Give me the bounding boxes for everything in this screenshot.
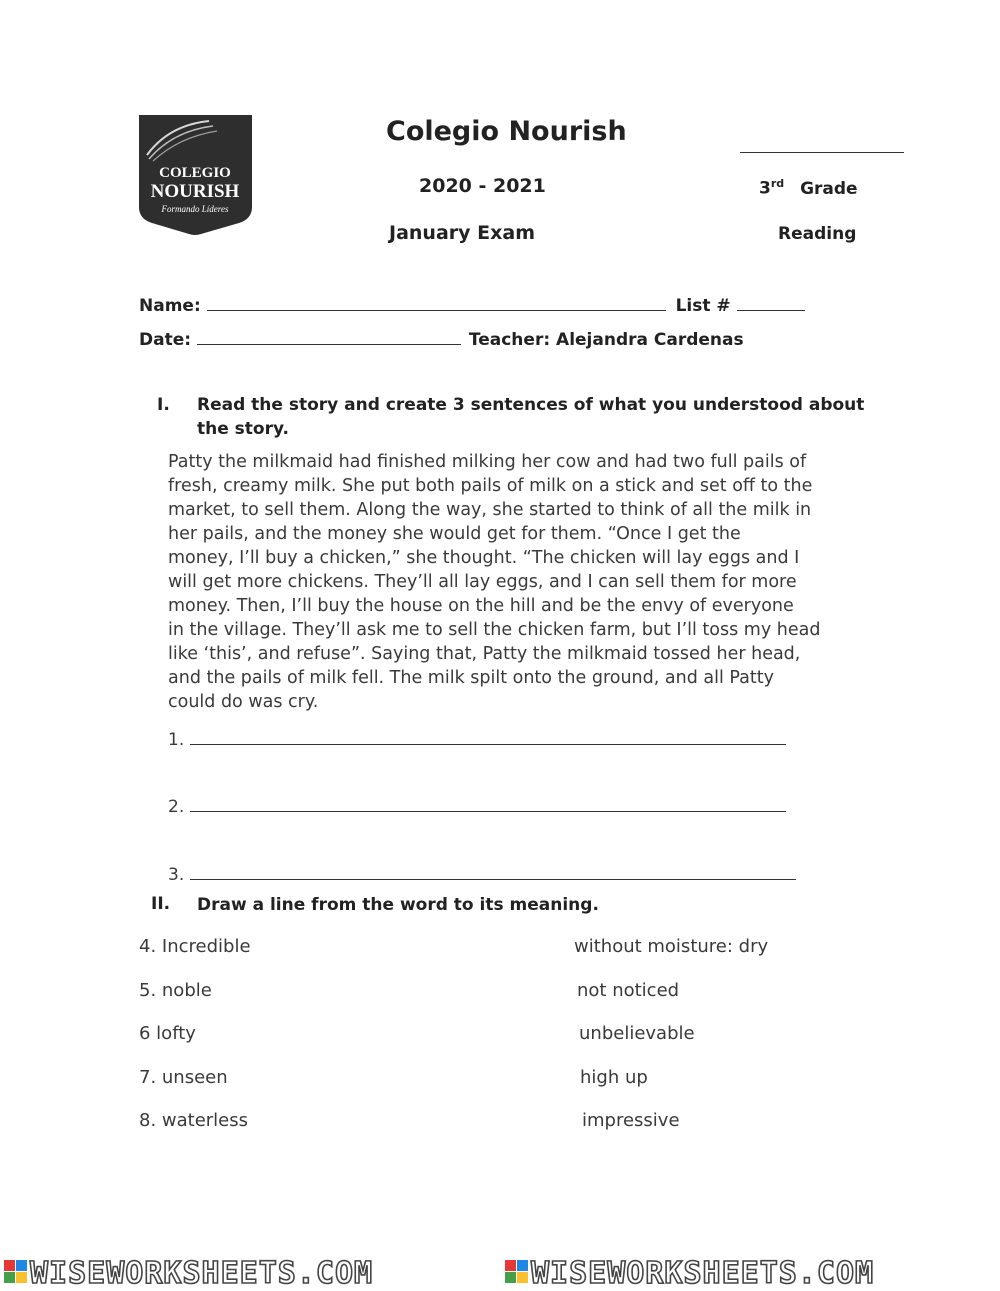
story-line: in the village. They’ll ask me to sell the chicken farm, but I’ll toss my head [168, 620, 821, 640]
date-field-row [139, 326, 744, 350]
story-line: her pails, and the money she would get for them. “Once I get the [168, 524, 741, 544]
story-line: could do was cry. [168, 692, 319, 712]
name-field-row [139, 292, 805, 316]
watermark [0, 1252, 1000, 1291]
match-meaning[interactable]: not noticed [577, 980, 680, 1001]
teacher-label: Teacher: Alejandra Cardenas [468, 330, 744, 350]
answer-row-3 [168, 861, 796, 885]
school-year: 2020 - 2021 [419, 175, 546, 197]
story-paragraph [168, 450, 868, 714]
watermark-text-2: WISEWORKSHEETS.COM [531, 1256, 875, 1291]
match-meaning[interactable]: impressive [582, 1110, 680, 1131]
story-line: fresh, creamy milk. She put both pails of milk on a stick and set off to the [168, 476, 813, 496]
section1-instruction [197, 393, 877, 441]
logo-line1: COLEGIO [159, 165, 231, 181]
list-blank[interactable] [737, 292, 805, 311]
match-word[interactable]: 4. Incredible [139, 936, 251, 957]
section1-instruction-line1: Read the story and create 3 sentences of what you understood about [197, 395, 865, 415]
match-meaning[interactable]: without moisture: dry [574, 936, 769, 957]
section1-number: I. [157, 395, 170, 415]
name-blank[interactable] [207, 292, 666, 311]
answer-number: 2. [168, 797, 185, 817]
school-logo [139, 115, 252, 235]
match-word[interactable]: 8. waterless [139, 1110, 249, 1131]
story-line: and the pails of milk fell. The milk spilt onto the ground, and all Patty [168, 668, 774, 688]
story-line: Patty the milkmaid had finished milking her cow and had two full pails of [168, 452, 807, 472]
logo-tagline: Formando Líderes [161, 204, 229, 214]
grade-suffix: rd [770, 177, 785, 190]
date-blank[interactable] [197, 326, 461, 345]
section2-number: II. [151, 894, 171, 914]
exam-name: January Exam [389, 222, 535, 244]
answer-blank-3[interactable] [190, 861, 796, 880]
match-meaning[interactable]: high up [580, 1067, 648, 1088]
list-label: List # [675, 296, 731, 316]
grade-label [759, 177, 858, 199]
story-line: will get more chickens. They’ll all lay eggs, and I can sell them for more [168, 572, 797, 592]
section1-instruction-line2: the story. [197, 419, 289, 439]
section2-instruction: Draw a line from the word to its meaning. [197, 895, 599, 915]
match-word[interactable]: 6 lofty [139, 1023, 196, 1044]
watermark-badge-icon [4, 1260, 27, 1283]
subject: Reading [778, 224, 857, 244]
story-line: like ‘this’, and refuse”. Saying that, Patty the milkmaid tossed her head, [168, 644, 801, 664]
answer-number: 1. [168, 730, 185, 750]
school-name: Colegio Nourish [386, 116, 627, 147]
match-word[interactable]: 5. noble [139, 980, 212, 1001]
logo-line2: NOURISH [150, 181, 240, 202]
story-line: market, to sell them. Along the way, she started to think of all the milk in [168, 500, 812, 520]
header-blank-line[interactable] [740, 152, 904, 153]
watermark-text-1: WISEWORKSHEETS.COM [30, 1256, 374, 1291]
story-line: money. Then, I’ll buy the house on the hill and be the envy of everyone [168, 596, 794, 616]
match-meaning[interactable]: unbelievable [579, 1023, 695, 1044]
story-line: money, I’ll buy a chicken,” she thought. “The chicken will lay eggs and I [168, 548, 800, 568]
match-word[interactable]: 7. unseen [139, 1067, 228, 1088]
answer-blank-2[interactable] [190, 793, 786, 812]
grade-text: Grade [800, 178, 858, 199]
answer-row-1 [168, 726, 786, 750]
date-label: Date: [139, 330, 192, 350]
grade-number: 3 [759, 178, 771, 199]
answer-number: 3. [168, 865, 185, 885]
watermark-badge-icon [505, 1260, 528, 1283]
answer-blank-1[interactable] [190, 726, 786, 745]
answer-row-2 [168, 793, 786, 817]
name-label: Name: [139, 296, 201, 316]
